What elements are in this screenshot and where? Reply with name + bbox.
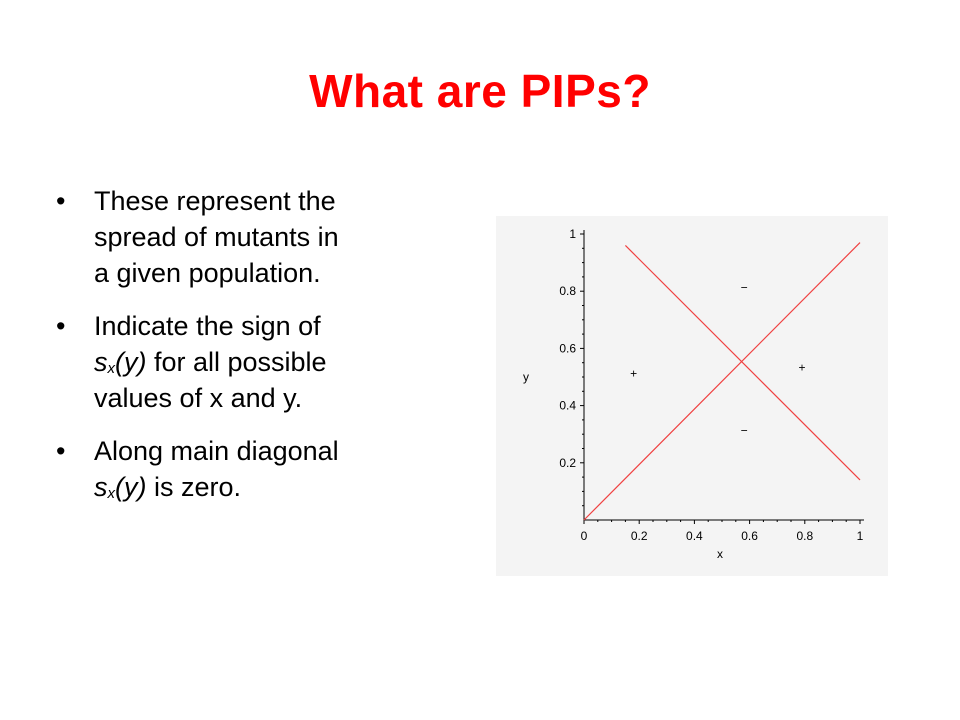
- x-tick-label: 1: [856, 529, 864, 543]
- sign-symbol: [94, 472, 146, 502]
- x-tick-label: 0.4: [686, 529, 703, 543]
- sign-annotation: +: [798, 360, 806, 375]
- y-tick-label: 1: [569, 227, 576, 241]
- bullet-line: spread of mutants in: [94, 222, 339, 252]
- symbol-s: s: [94, 472, 108, 502]
- bullet-item: [56, 183, 456, 291]
- x-tick-label: 0.6: [741, 529, 758, 543]
- pip-plot-svg: [496, 216, 888, 576]
- x-tick-label: 0.8: [796, 529, 814, 543]
- bullet-line: values of x and y.: [94, 383, 303, 413]
- bullet-line: a given population.: [94, 258, 321, 288]
- x-tick-label: 0.2: [630, 529, 648, 543]
- plot-background: [496, 216, 888, 576]
- symbol-arg: (y): [115, 347, 147, 377]
- sign-annotation: +: [630, 366, 638, 381]
- bullet-line: Along main diagonal: [94, 436, 339, 466]
- bullet-line: for all possible: [146, 347, 327, 377]
- y-tick-label: 0.2: [559, 455, 576, 470]
- y-tick-label: 0.8: [559, 284, 576, 299]
- symbol-subscript: x: [107, 360, 115, 377]
- bullet-list: [56, 183, 456, 522]
- sign-annotation: −: [740, 423, 748, 438]
- bullet-item: [56, 433, 456, 505]
- bullet-item: [56, 308, 456, 416]
- symbol-subscript: x: [107, 485, 115, 502]
- symbol-s: s: [94, 347, 108, 377]
- y-axis-label: y: [523, 370, 529, 384]
- pip-plot: [496, 216, 888, 576]
- y-tick-label: 0.6: [559, 341, 576, 356]
- x-tick-label: 0: [580, 529, 588, 543]
- symbol-arg: (y): [115, 472, 147, 502]
- x-axis-label: x: [717, 547, 723, 561]
- sign-symbol: [94, 347, 146, 377]
- y-tick-label: 0.4: [559, 398, 576, 413]
- bullet-line: These represent the: [94, 186, 336, 216]
- sign-annotation: −: [740, 280, 748, 295]
- bullet-line: Indicate the sign of: [94, 311, 321, 341]
- slide-title: What are PIPs?: [309, 65, 651, 117]
- bullet-line: is zero.: [146, 472, 242, 502]
